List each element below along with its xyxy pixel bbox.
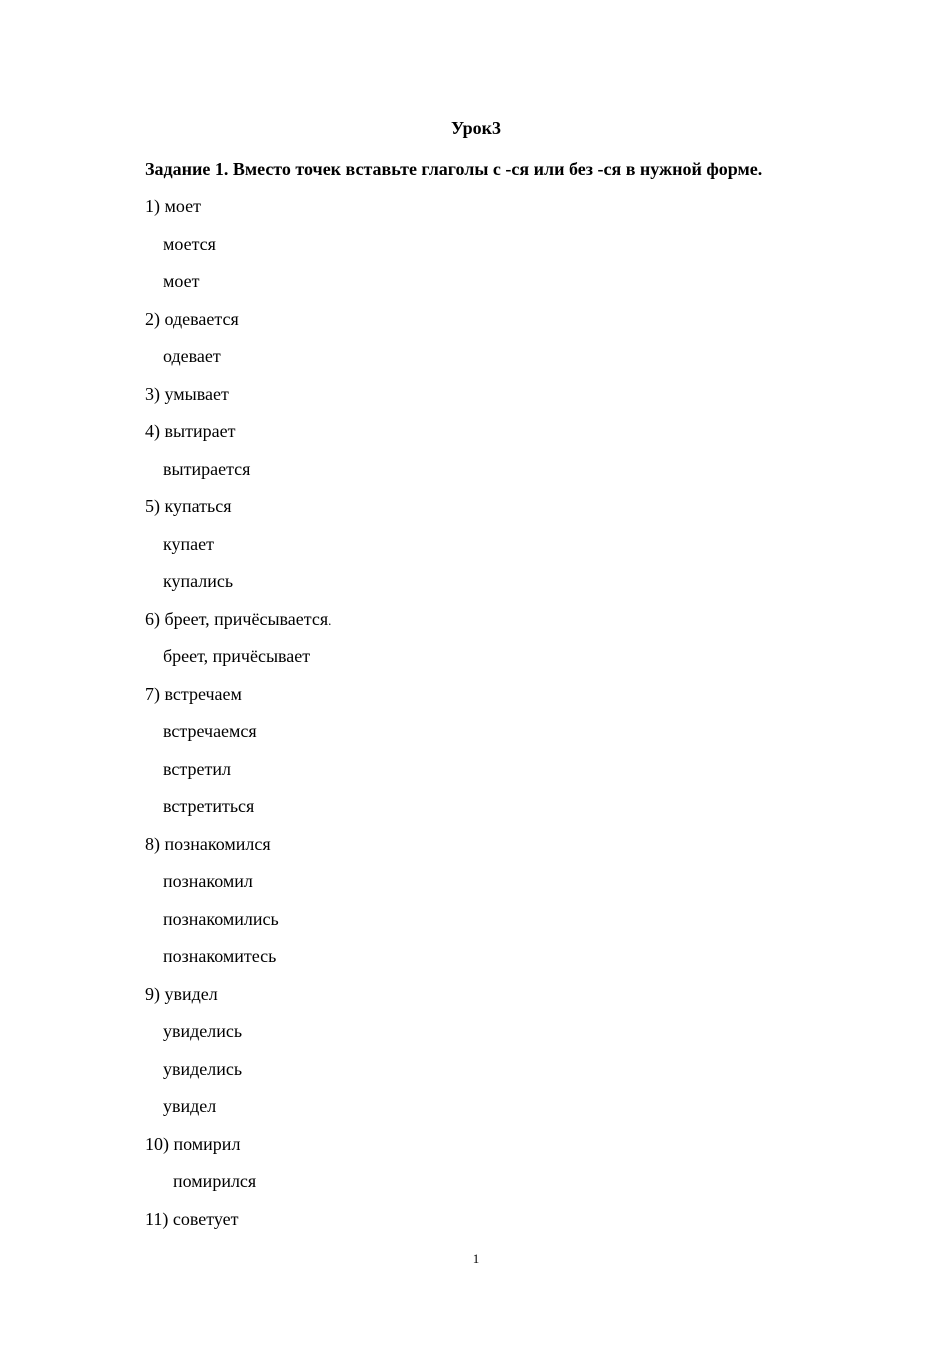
answer-item: 11) советует [145,1208,239,1229]
answer-item: 9) увидел [145,983,218,1004]
answer-item: познакомитесь [163,946,277,966]
answer-item: моет [163,271,200,291]
answer-item: встречаемся [163,721,257,741]
answer-item: 7) встречаем [145,683,242,704]
answer-item: помирился [173,1171,257,1191]
answer-item: увиделись [163,1058,243,1079]
page-number: 1 [472,1251,480,1266]
answer-item: 10) помирил [145,1133,241,1154]
answer-item: встретиться [163,796,255,816]
answer-item: 4) вытирает [145,421,236,441]
answer-item: 6) бреет, причёсывается. [145,608,332,629]
answer-item: купает [163,533,214,554]
task-heading: Задание 1. Вместо точек вставьте глаголы с -ся или без -ся в нужной форме. [145,159,763,179]
answer-item: 2) одевается [145,308,239,329]
answer-item: вытирается [163,458,251,479]
answer-item: 3) умывает [145,383,229,404]
answer-item: увидел [163,1096,217,1116]
answer-item: познакомились [163,908,279,929]
answer-item: 8) познакомился [145,833,271,854]
answer-item: 1) моет [145,196,201,216]
answer-item: бреет, причёсывает [163,646,311,666]
answer-item: одевает [163,346,221,366]
answer-item: 5) купаться [145,496,232,516]
trailing-period: . [328,612,332,628]
answer-list [145,195,331,1245]
answer-item: купались [163,571,234,591]
lesson-title: Урок3 [450,118,502,138]
answer-item: познакомил [163,871,253,891]
answer-item: моется [163,233,216,254]
answer-item: увиделись [163,1021,243,1041]
answer-item: встретил [163,758,231,779]
